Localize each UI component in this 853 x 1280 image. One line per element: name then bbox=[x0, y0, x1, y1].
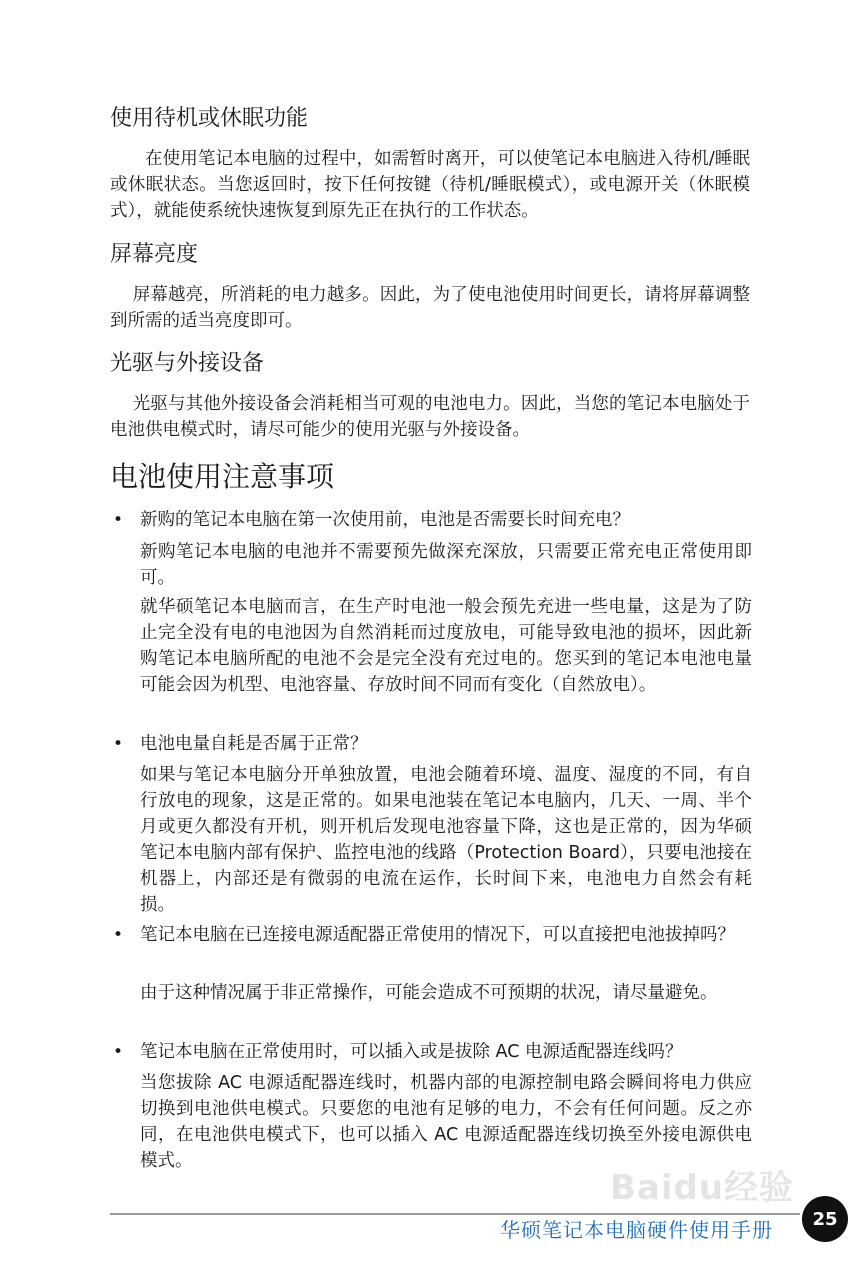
baidu-watermark: Baidu经验 bbox=[610, 1168, 795, 1208]
page-number-badge: 25 bbox=[802, 1196, 848, 1242]
battery-question-1: 新购的笔记本电脑在第一次使用前，电池是否需要长时间充电？ bbox=[140, 510, 630, 530]
battery-answer-1a: 新购笔记本电脑的电池并不需要预先做深充深放，只需要正常充电正常使用即可。 bbox=[140, 542, 752, 588]
battery-answer-3: 由于这种情况属于非正常操作，可能会造成不可预期的状况，请尽量避免。 bbox=[140, 983, 718, 1003]
footer-manual-title: 华硕笔记本电脑硬件使用手册 bbox=[500, 1218, 773, 1242]
bullet-icon: • bbox=[113, 734, 124, 754]
section-title-brightness: 屏幕亮度 bbox=[110, 242, 199, 267]
section-body-brightness: 屏幕越亮，所消耗的电力越多。因此，为了使电池使用时间更长，请将屏幕调整到所需的适当亮度即可。 bbox=[110, 285, 750, 331]
battery-answer-2: 如果与笔记本电脑分开单独放置，电池会随着环境、温度、湿度的不同，有自行放电的现象，这是正常的。如果电池装在笔记本电脑内，几天、一周、半个月或更久都没有开机，则开机后发现电池容量下降，这也是正常的，因为华硕笔记本电脑内部有保护、监控电池的线路（Protection Board），只要电池接在机器上，内部还是有微弱的电流在运作，长时间下来，电池电力自然会有耗损。 bbox=[140, 765, 752, 915]
battery-title: 电池使用注意事项 bbox=[110, 460, 335, 493]
battery-question-4: 笔记本电脑在正常使用时，可以插入或是拔除 AC 电源适配器连线吗？ bbox=[140, 1042, 683, 1062]
section-title-standby: 使用待机或休眠功能 bbox=[110, 106, 309, 131]
battery-question-2: 电池电量自耗是否属于正常？ bbox=[140, 734, 368, 754]
battery-question-3: 笔记本电脑在已连接电源适配器正常使用的情况下，可以直接把电池拔掉吗？ bbox=[140, 925, 735, 945]
battery-answer-1b: 就华硕笔记本电脑而言，在生产时电池一般会预先充进一些电量，这是为了防止完全没有电的电池因为自然消耗而过度放电，可能导致电池的损坏，因此新购笔记本电脑所配的电池不会是完全没有充过电的。您买到的笔记本电池电量可能会因为机型、电池容量、存放时间不同而有变化（自然放电）。 bbox=[140, 597, 752, 695]
battery-answer-4: 当您拔除 AC 电源适配器连线时，机器内部的电源控制电路会瞬间将电力供应切换到电池供电模式。只要您的电池有足够的电力，不会有任何问题。反之亦同，在电池供电模式下，也可以插入 AC 电源适配器连线切换至外接电源供电模式。 bbox=[140, 1073, 752, 1171]
section-body-devices: 光驱与其他外接设备会消耗相当可观的电池电力。因此，当您的笔记本电脑处于电池供电模式时，请尽可能少的使用光驱与外接设备。 bbox=[110, 394, 750, 440]
bullet-icon: • bbox=[113, 1042, 124, 1062]
bullet-icon: • bbox=[113, 925, 124, 945]
section-body-standby: 在使用笔记本电脑的过程中，如需暂时离开，可以使笔记本电脑进入待机/睡眠或休眠状态。当您返回时，按下任何按键（待机/睡眠模式），或电源开关（休眠模式），就能使系统快速恢复到原先正在执行的工作状态。 bbox=[110, 149, 750, 221]
footer-divider bbox=[110, 1213, 800, 1215]
section-title-devices: 光驱与外接设备 bbox=[110, 351, 265, 376]
bullet-icon: • bbox=[113, 510, 124, 530]
